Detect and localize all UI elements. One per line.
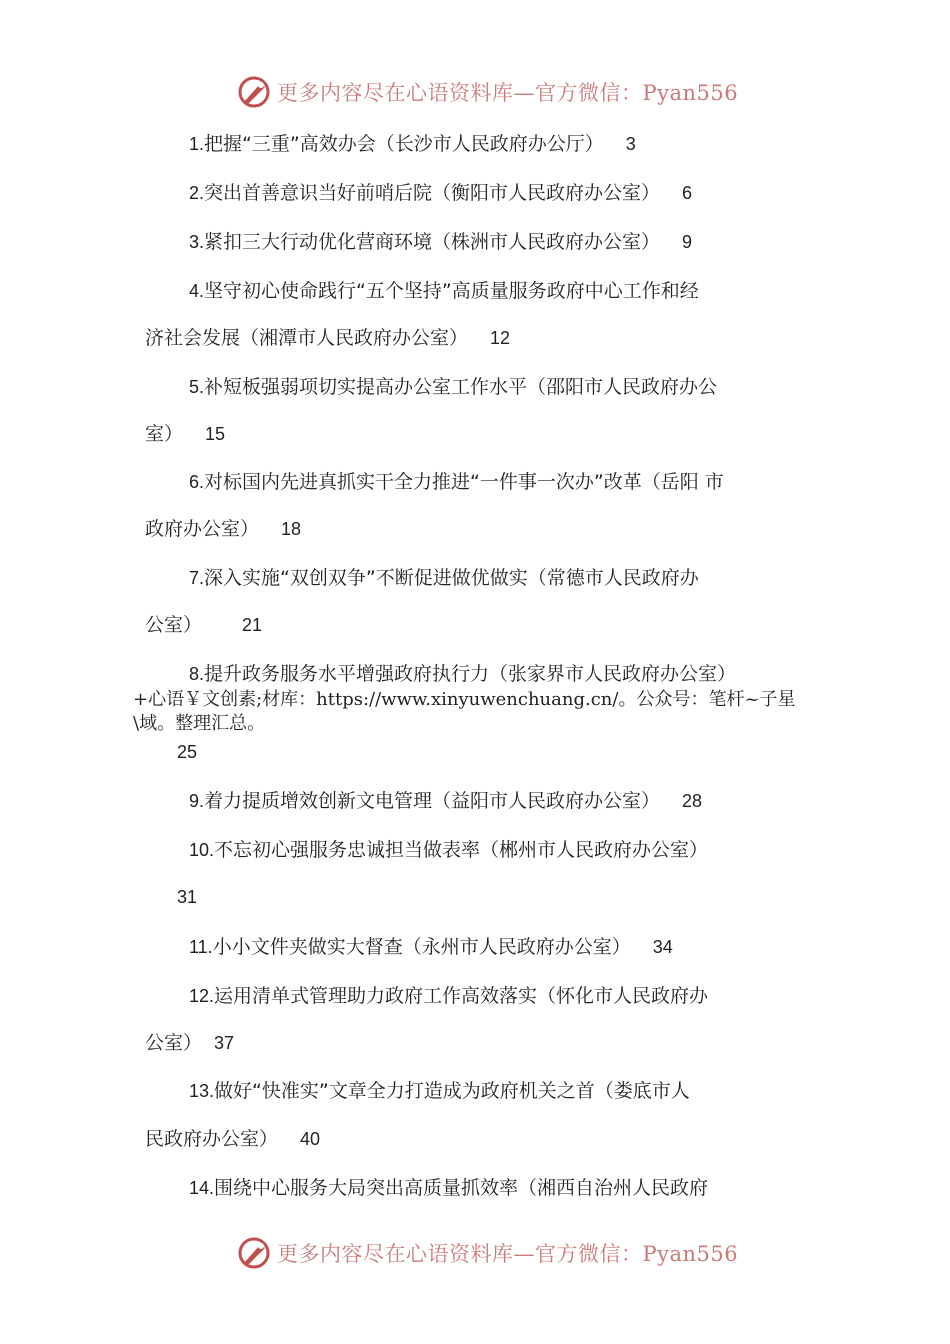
entry-title: 着力提质增效创新文电管理（益阳市人民政府办公室） <box>204 790 661 812</box>
entry-number: 2. <box>189 183 205 203</box>
entry-page: 21 <box>242 615 263 635</box>
entry-title: 不忘初心强服务忠诚担当做表率（郴州市人民政府办公室） <box>214 839 709 861</box>
entry-number: 6. <box>189 472 205 492</box>
banner-text: 更多内容尽在心语资料库—官方微信：Pyan556 <box>277 1242 739 1266</box>
entry-number: 1. <box>189 134 205 154</box>
toc-entry-12[interactable] <box>189 983 708 1009</box>
toc-entry-7-continued[interactable] <box>145 612 262 638</box>
toc-entry-5[interactable] <box>189 374 717 400</box>
toc-entry-6[interactable] <box>189 469 724 495</box>
toc-entry-10-page[interactable] <box>177 884 197 910</box>
entry-page: 34 <box>652 937 673 957</box>
toc-entry-5-continued[interactable] <box>145 421 225 447</box>
entry-page: 37 <box>214 1033 235 1053</box>
entry-page: 12 <box>490 328 511 348</box>
toc-entry-12-continued[interactable] <box>145 1030 234 1056</box>
toc-entry-9[interactable] <box>189 788 702 814</box>
toc-entry-1[interactable] <box>189 131 636 157</box>
entry-title: 对标国内先进真抓实干全力推进“一件事一次办”改革（岳阳 市 <box>204 471 724 493</box>
toc-entry-13[interactable] <box>189 1078 690 1104</box>
toc-entry-8[interactable] <box>189 661 736 687</box>
toc-entry-11[interactable] <box>189 934 673 960</box>
entry-number: 9. <box>189 791 205 811</box>
footer-watermark-banner <box>237 1233 737 1273</box>
toc-entry-10[interactable] <box>189 837 708 863</box>
entry-title: 深入实施“双创双争”不断促进做优做实（常德市人民政府办 <box>204 567 699 589</box>
entry-page: 15 <box>205 424 226 444</box>
entry-number: 7. <box>189 568 205 588</box>
entry-title-continued: 公室） <box>145 1032 203 1054</box>
entry-title: 围绕中心服务大局突出高质量抓效率（湘西自治州人民政府 <box>214 1177 709 1199</box>
entry-page: 31 <box>177 887 198 907</box>
pen-logo-icon <box>237 1236 271 1270</box>
entry-page: 9 <box>682 232 693 252</box>
entry-title: 紧扣三大行动优化营商环境（株洲市人民政府办公室） <box>204 231 661 253</box>
entry-page: 28 <box>682 791 703 811</box>
entry-title-continued: 济社会发展（湘潭市人民政府办公室） <box>145 327 469 349</box>
entry-number: 11. <box>189 937 213 957</box>
toc-entry-3[interactable] <box>189 229 692 255</box>
toc-entry-4-continued[interactable] <box>145 325 510 351</box>
toc-entry-8-page[interactable] <box>177 739 197 765</box>
entry-title: 提升政务服务水平增强政府执行力（张家界市人民政府办公室） <box>204 663 737 685</box>
entry-number: 8. <box>189 664 205 684</box>
entry-number: 5. <box>189 377 205 397</box>
entry-title-continued: 公室） <box>145 614 203 636</box>
entry-title-continued: 室） <box>145 423 184 445</box>
entry-title: 把握“三重”高效办会（长沙市人民政府办公厅） <box>204 133 604 155</box>
entry-page: 40 <box>300 1129 321 1149</box>
banner-text: 更多内容尽在心语资料库—官方微信：Pyan556 <box>277 81 739 105</box>
toc-entry-4[interactable] <box>189 278 699 304</box>
toc-entry-14[interactable] <box>189 1175 708 1201</box>
entry-page: 6 <box>682 183 693 203</box>
entry-number: 14. <box>189 1178 215 1198</box>
entry-number: 3. <box>189 232 205 252</box>
entry-title: 小小文件夹做实大督查（永州市人民政府办公室） <box>212 936 631 958</box>
toc-entry-2[interactable] <box>189 180 692 206</box>
entry-number: 13. <box>189 1081 215 1101</box>
entry-title: 突出首善意识当好前哨后院（衡阳市人民政府办公室） <box>204 182 661 204</box>
toc-entry-6-continued[interactable] <box>145 516 301 542</box>
toc-entry-7[interactable] <box>189 565 699 591</box>
entry-page: 18 <box>281 519 302 539</box>
entry-title: 坚守初心使命践行“五个坚持”高质量服务政府中心工作和经 <box>204 280 699 302</box>
entry-page: 3 <box>625 134 636 154</box>
entry-page: 25 <box>177 742 198 762</box>
entry-title: 运用清单式管理助力政府工作高效落实（怀化市人民政府办 <box>214 985 709 1007</box>
entry-number: 10. <box>189 840 215 860</box>
entry-title: 做好“快准实”文章全力打造成为政府机关之首（娄底市人 <box>214 1080 690 1102</box>
entry-title-continued: 民政府办公室） <box>145 1128 279 1150</box>
entry-number: 4. <box>189 281 205 301</box>
toc-entry-13-continued[interactable] <box>145 1126 320 1152</box>
entry-number: 12. <box>189 986 215 1006</box>
entry-title-continued: 政府办公室） <box>145 518 260 540</box>
entry-title: 补短板强弱项切实提高办公室工作水平（邵阳市人民政府办公 <box>204 376 718 398</box>
source-note: +心语￥文创素;材库：https://www.xinyuwenchuang.cn/。公众号：笔杆~子星\域。整理汇总。 <box>133 689 796 734</box>
